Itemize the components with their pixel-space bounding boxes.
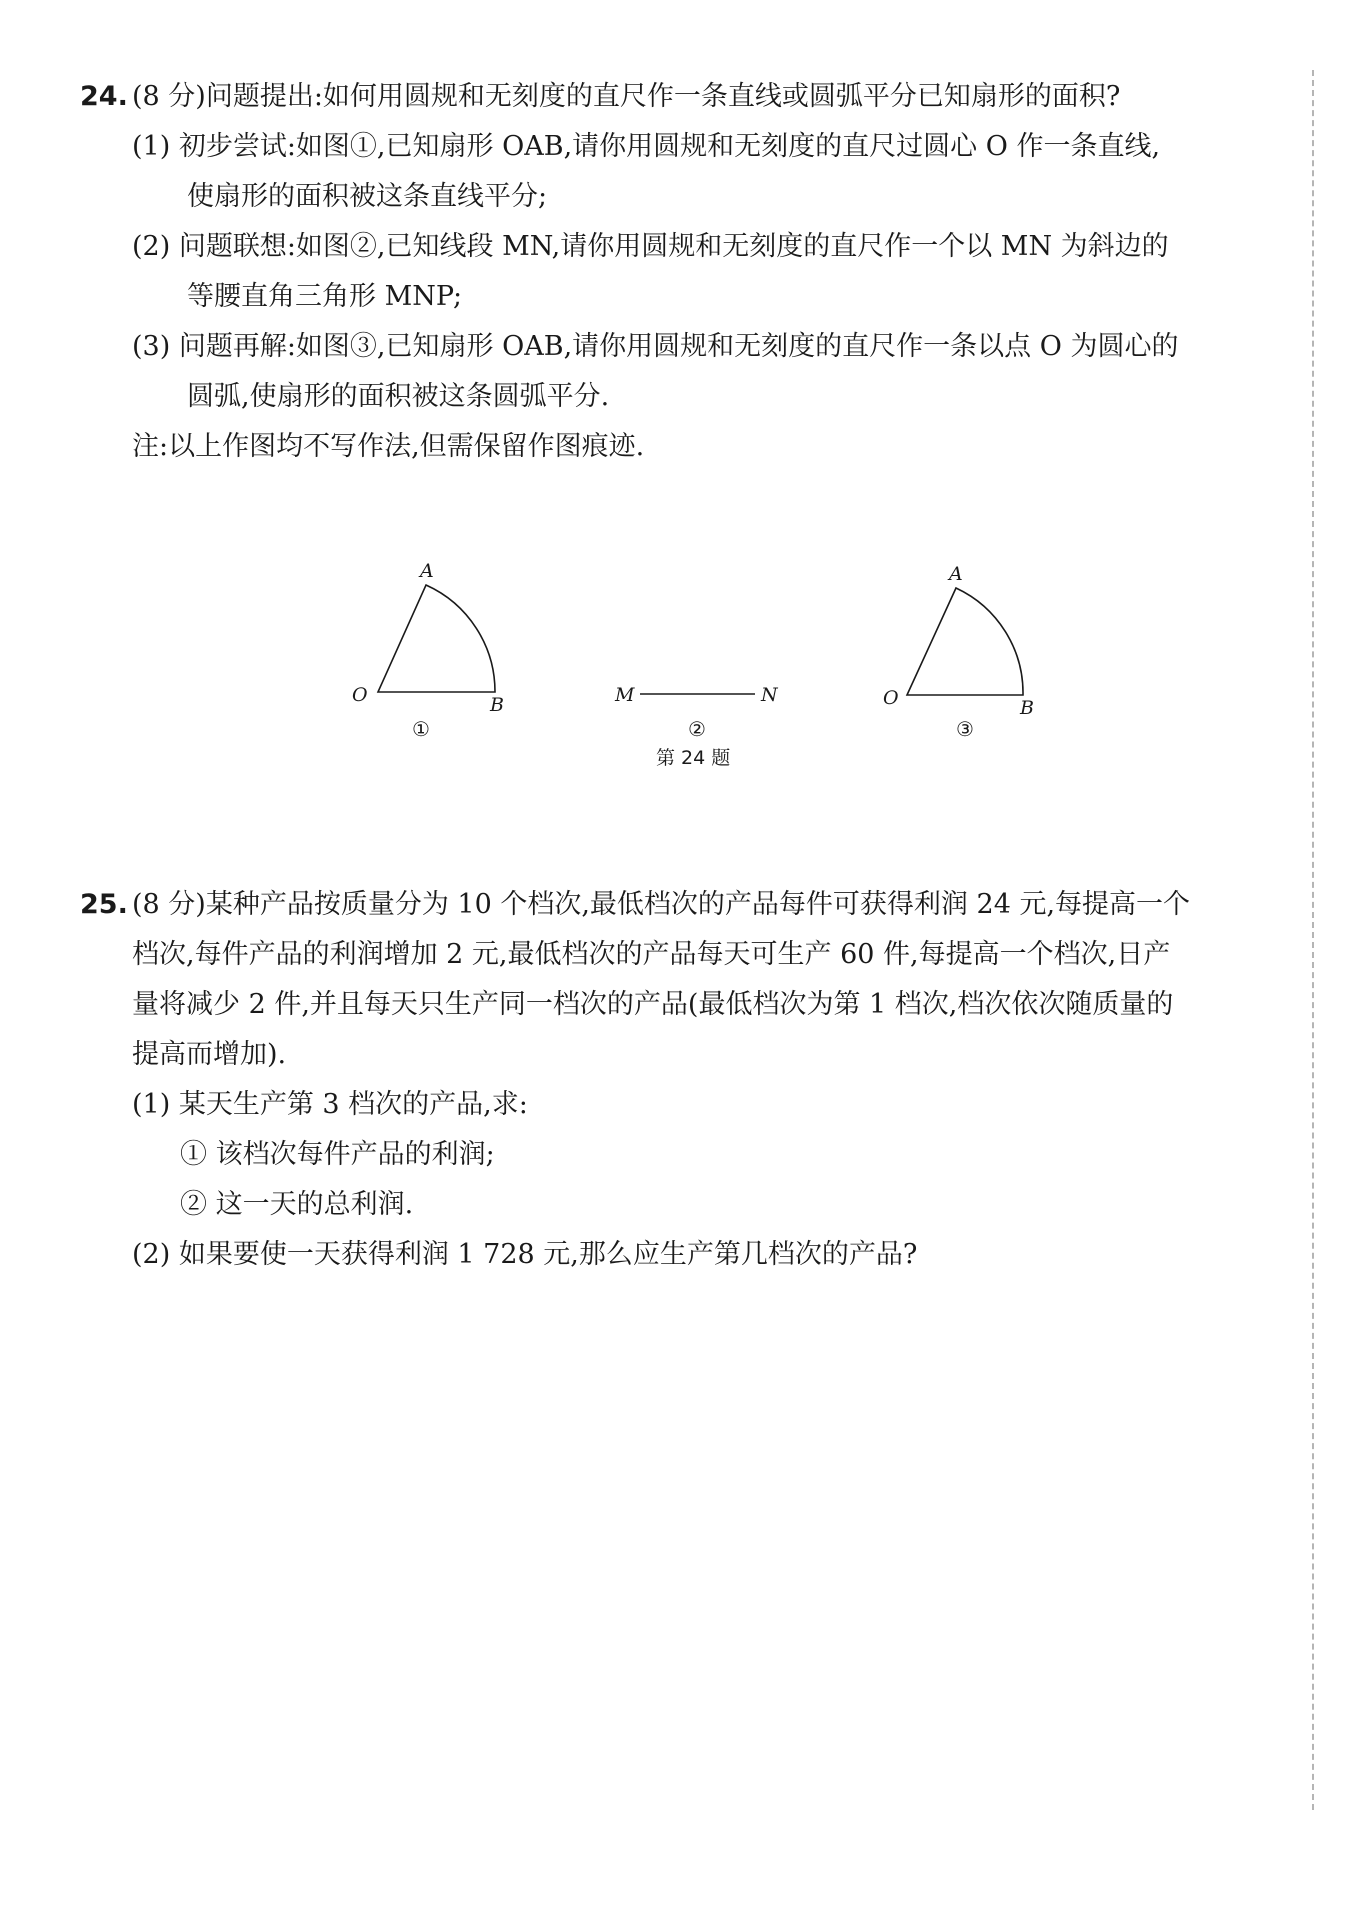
question-25 bbox=[80, 880, 1275, 1280]
fig2-label-n: N bbox=[761, 684, 778, 706]
q25-number: 25. bbox=[80, 889, 128, 920]
q24-part1-line2: 使扇形的面积被这条直线平分; bbox=[187, 181, 548, 212]
q25-stem-line3: 量将减少 2 件,并且每天只生产同一档次的产品(最低档次为第 1 档次,档次依次随质量的 bbox=[132, 989, 1174, 1020]
fig1-label-a: A bbox=[420, 560, 434, 582]
q24-part1-line1: (1) 初步尝试:如图①,已知扇形 OAB,请你用圆规和无刻度的直尺过圆心 O 作一条直线, bbox=[132, 131, 1161, 162]
q25-part1-b: ② 这一天的总利润. bbox=[180, 1189, 414, 1220]
q24-part3-line2: 圆弧,使扇形的面积被这条圆弧平分. bbox=[187, 381, 610, 412]
q25-stem-line2: 档次,每件产品的利润增加 2 元,最低档次的产品每天可生产 60 件,每提高一个档次,日产 bbox=[132, 939, 1171, 970]
q25-part1-a: ① 该档次每件产品的利润; bbox=[180, 1139, 495, 1170]
figure-caption: 第 24 题 bbox=[656, 747, 731, 769]
fig3-number: ③ bbox=[956, 717, 974, 741]
q24-part3-line1: (3) 问题再解:如图③,已知扇形 OAB,请你用圆规和无刻度的直尺作一条以点 O 为圆心的 bbox=[132, 331, 1179, 362]
question-24 bbox=[80, 72, 1275, 472]
figure-3-sector bbox=[883, 563, 1034, 741]
q24-note: 注:以上作图均不写作法,但需保留作图痕迹. bbox=[132, 431, 645, 462]
page-border-dashed-line bbox=[1312, 70, 1314, 1810]
q25-part2: (2) 如果要使一天获得利润 1 728 元,那么应生产第几档次的产品? bbox=[132, 1239, 918, 1270]
fig3-label-a: A bbox=[949, 563, 963, 585]
sector-3-outline bbox=[907, 588, 1023, 695]
fig2-number: ② bbox=[688, 717, 706, 741]
q25-stem-line4: 提高而增加). bbox=[132, 1039, 287, 1070]
fig1-number: ① bbox=[412, 717, 430, 741]
q24-figure bbox=[330, 555, 1050, 795]
figure-1-sector bbox=[352, 560, 504, 741]
q25-stem-line1 bbox=[80, 880, 1275, 930]
fig3-label-b: B bbox=[1020, 697, 1034, 719]
sector-1-outline bbox=[378, 585, 495, 692]
q24-part2-line1: (2) 问题联想:如图②,已知线段 MN,请你用圆规和无刻度的直尺作一个以 MN 为斜边的 bbox=[132, 231, 1169, 262]
fig1-label-b: B bbox=[490, 694, 504, 716]
fig2-label-m: M bbox=[615, 684, 635, 706]
q25-part1: (1) 某天生产第 3 档次的产品,求: bbox=[132, 1089, 528, 1120]
q24-figure-svg bbox=[330, 555, 1050, 795]
q24-stem-text: (8 分)问题提出:如何用圆规和无刻度的直尺作一条直线或圆弧平分已知扇形的面积? bbox=[132, 81, 1121, 112]
fig3-label-o: O bbox=[883, 687, 899, 709]
q24-number: 24. bbox=[80, 81, 128, 112]
q24-part2-line2: 等腰直角三角形 MNP; bbox=[187, 281, 463, 312]
fig1-label-o: O bbox=[352, 684, 368, 706]
figure-2-segment bbox=[614, 684, 779, 769]
q24-stem bbox=[80, 72, 1275, 122]
q25-stem-text1: (8 分)某种产品按质量分为 10 个档次,最低档次的产品每件可获得利润 24 元,每提高一个 bbox=[132, 889, 1191, 920]
